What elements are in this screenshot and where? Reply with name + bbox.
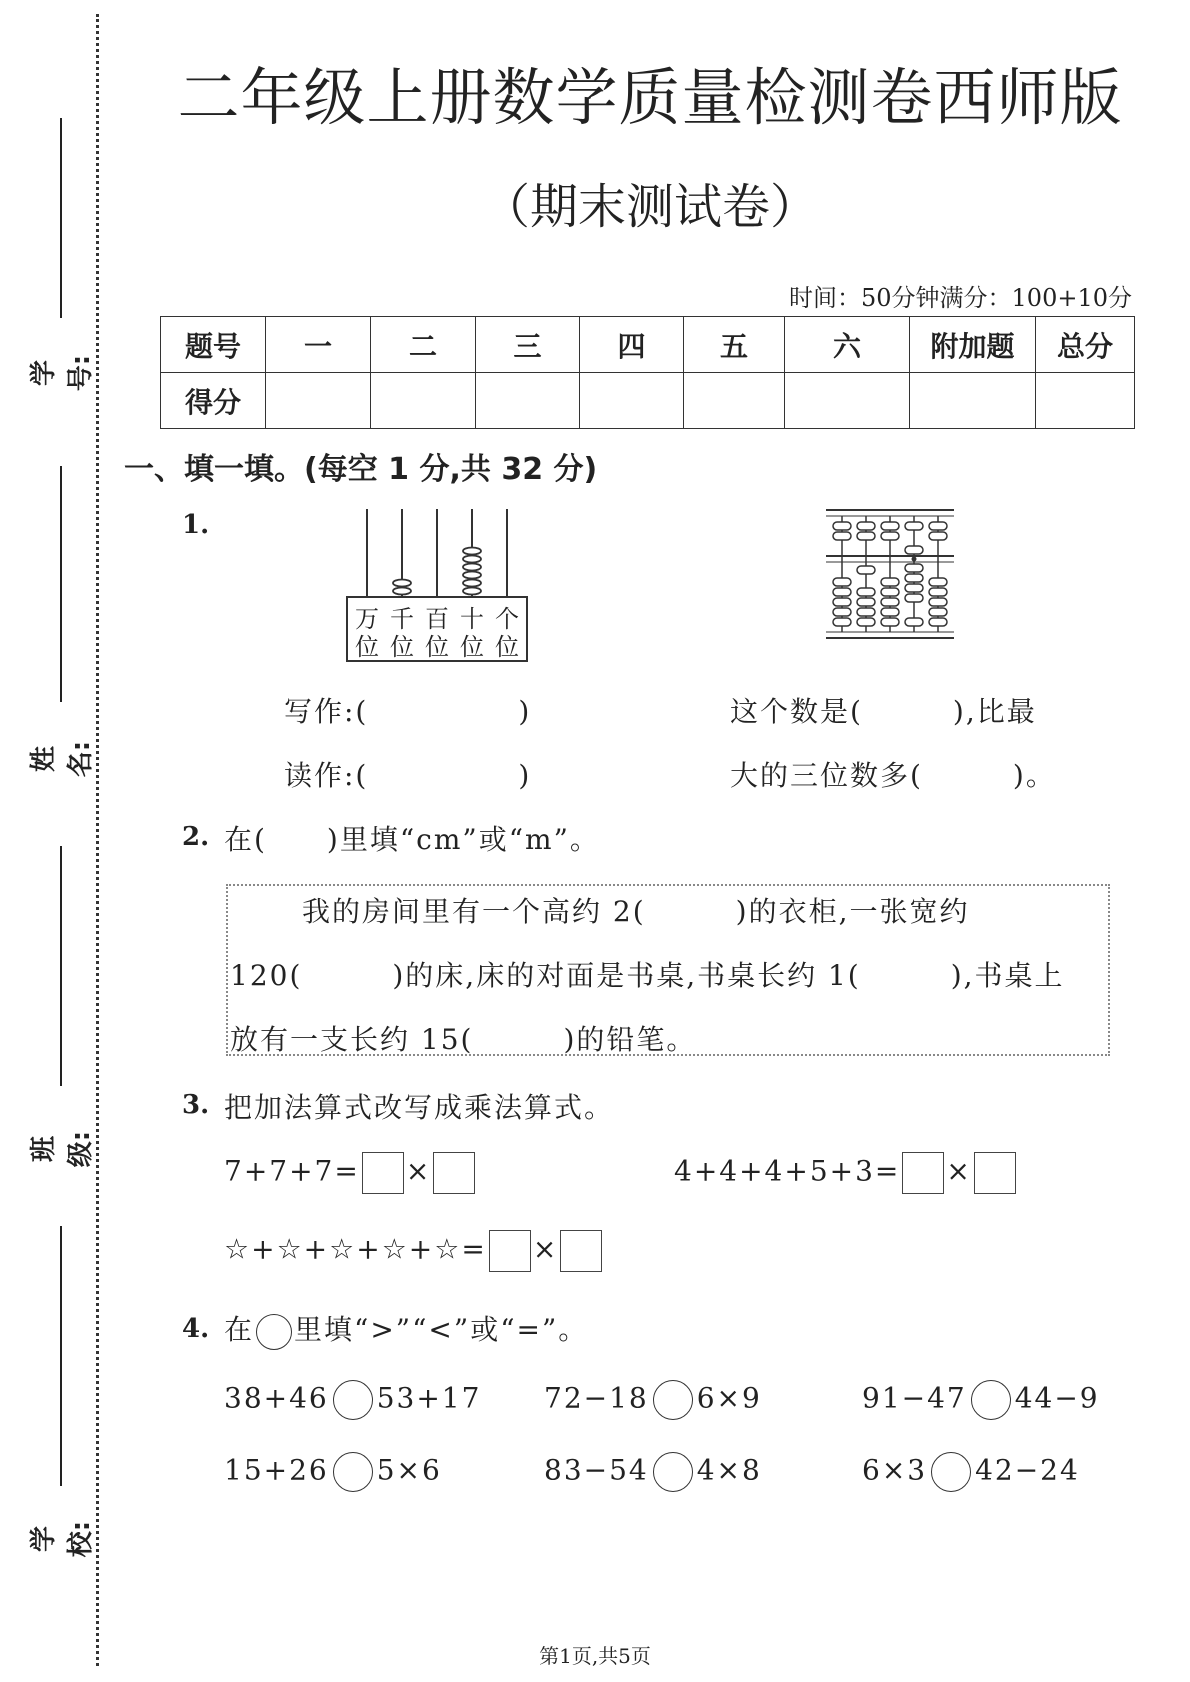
q1-write-blank[interactable]: 写作:( )	[284, 695, 532, 728]
compare-left: 72−18	[544, 1381, 649, 1415]
score-cell[interactable]	[266, 373, 371, 429]
class-line	[60, 846, 62, 1086]
q4-number: 4.	[182, 1314, 210, 1344]
page-title: 二年级上册数学质量检测卷西师版	[177, 61, 1123, 134]
q4-instruction-b: 里填“>”“<”或“=”。	[294, 1313, 589, 1346]
times-sign: ×	[946, 1154, 972, 1188]
q3-equation-3	[224, 1230, 604, 1272]
times-sign: ×	[405, 1154, 432, 1188]
time-info: 时间：50分钟满分：100+10分	[789, 284, 1132, 312]
score-table	[160, 316, 1135, 429]
q1-number-blank[interactable]: 这个数是( ),比最	[730, 695, 1037, 728]
compare-right: 53+17	[376, 1381, 482, 1415]
compare-left: 38+46	[224, 1381, 329, 1415]
header-cell: 五	[684, 317, 785, 373]
school-label: 学校:	[29, 1520, 96, 1558]
school-line	[60, 1226, 62, 1486]
compare-right: 4×8	[696, 1453, 762, 1487]
q4-comparison	[544, 1452, 762, 1492]
equation-text: ☆+☆+☆+☆+☆=	[224, 1232, 487, 1266]
q1-difference-blank[interactable]: 大的三位数多( )。	[730, 759, 1056, 792]
counting-frame-diagram	[345, 505, 530, 665]
q3-equation-2	[674, 1152, 1018, 1194]
compare-right: 44−9	[1014, 1381, 1100, 1415]
header-cell: 四	[580, 317, 684, 373]
score-cell[interactable]	[1036, 373, 1135, 429]
place-label-bottom: 位	[460, 633, 484, 661]
score-cell[interactable]	[785, 373, 910, 429]
student-id-line	[60, 118, 62, 318]
compare-circle[interactable]	[333, 1380, 373, 1420]
header-cell: 总分	[1036, 317, 1135, 373]
compare-left: 6×3	[862, 1453, 928, 1487]
binding-dotted-line	[96, 14, 99, 1666]
header-cell: 附加题	[910, 317, 1036, 373]
place-label-top: 个	[495, 605, 519, 633]
header-cell: 六	[785, 317, 910, 373]
compare-circle[interactable]	[971, 1380, 1011, 1420]
counting-frame-rods	[367, 509, 507, 597]
answer-box[interactable]	[974, 1152, 1016, 1194]
answer-box[interactable]	[489, 1230, 531, 1272]
score-table-header-row	[161, 317, 1135, 373]
q4-comparison	[544, 1380, 762, 1420]
header-cell: 二	[371, 317, 476, 373]
q2-number: 2.	[182, 822, 210, 852]
equation-text: 4+4+4+5+3=	[674, 1154, 901, 1188]
q4-comparison	[862, 1380, 1100, 1420]
q4-instruction-a: 在	[224, 1313, 255, 1346]
place-label-top: 百	[425, 605, 449, 633]
circle-icon	[256, 1314, 292, 1350]
q2-passage-line[interactable]: 我的房间里有一个高约 2( )的衣柜,一张宽约	[302, 895, 970, 928]
compare-right: 6×9	[696, 1381, 762, 1415]
abacus-diagram	[824, 506, 956, 642]
q4-instruction	[224, 1308, 588, 1350]
page-footer: 第1页,共5页	[539, 1644, 651, 1668]
q2-passage-line[interactable]: 放有一支长约 15( )的铅笔。	[230, 1023, 697, 1056]
compare-left: 83−54	[544, 1453, 649, 1487]
score-cell[interactable]	[684, 373, 785, 429]
name-label: 姓名:	[29, 740, 96, 778]
score-cell[interactable]	[476, 373, 580, 429]
header-cell: 三	[476, 317, 580, 373]
compare-circle[interactable]	[333, 1452, 373, 1492]
header-cell: 一	[266, 317, 371, 373]
class-label: 班级:	[29, 1130, 96, 1168]
score-cell[interactable]	[910, 373, 1036, 429]
q3-number: 3.	[182, 1090, 210, 1120]
score-cell[interactable]	[580, 373, 684, 429]
place-label-bottom: 位	[355, 633, 379, 661]
q3-instruction: 把加法算式改写成乘法算式。	[224, 1091, 615, 1124]
q4-comparison	[862, 1452, 1080, 1492]
student-id-label: 学号:	[29, 354, 96, 392]
q1-number: 1.	[182, 510, 210, 540]
place-label-top: 十	[460, 605, 484, 633]
header-cell: 题号	[161, 317, 266, 373]
compare-left: 91−47	[862, 1381, 967, 1415]
place-label-bottom: 位	[425, 633, 449, 661]
q2-passage-line[interactable]: 120( )的床,床的对面是书桌,书桌长约 1( ),书桌上	[230, 959, 1065, 992]
q1-read-blank[interactable]: 读作:( )	[284, 759, 532, 792]
answer-box[interactable]	[560, 1230, 602, 1272]
answer-box[interactable]	[362, 1152, 404, 1194]
answer-box[interactable]	[902, 1152, 944, 1194]
place-label-top: 万	[355, 605, 379, 633]
times-sign: ×	[532, 1232, 559, 1266]
place-label-bottom: 位	[495, 633, 519, 661]
page-subtitle: （期末测试卷）	[481, 179, 818, 235]
q4-comparison	[224, 1380, 481, 1420]
section-1-heading: 一、填一填。(每空 1 分,共 32 分)	[124, 452, 598, 487]
q4-comparison	[224, 1452, 442, 1492]
compare-circle[interactable]	[653, 1452, 693, 1492]
equation-text: 7+7+7=	[224, 1154, 360, 1188]
compare-left: 15+26	[224, 1453, 329, 1487]
score-table-score-row	[161, 373, 1135, 429]
q3-equation-1	[224, 1152, 477, 1194]
place-label-bottom: 位	[390, 633, 414, 661]
place-label-top: 千	[390, 605, 414, 633]
compare-circle[interactable]	[653, 1380, 693, 1420]
name-line	[60, 466, 62, 702]
compare-circle[interactable]	[931, 1452, 971, 1492]
score-cell[interactable]	[371, 373, 476, 429]
score-row-label: 得分	[161, 373, 266, 429]
answer-box[interactable]	[433, 1152, 475, 1194]
compare-right: 5×6	[376, 1453, 442, 1487]
q2-instruction: 在( )里填“cm”或“m”。	[224, 823, 600, 856]
compare-right: 42−24	[975, 1453, 1080, 1487]
